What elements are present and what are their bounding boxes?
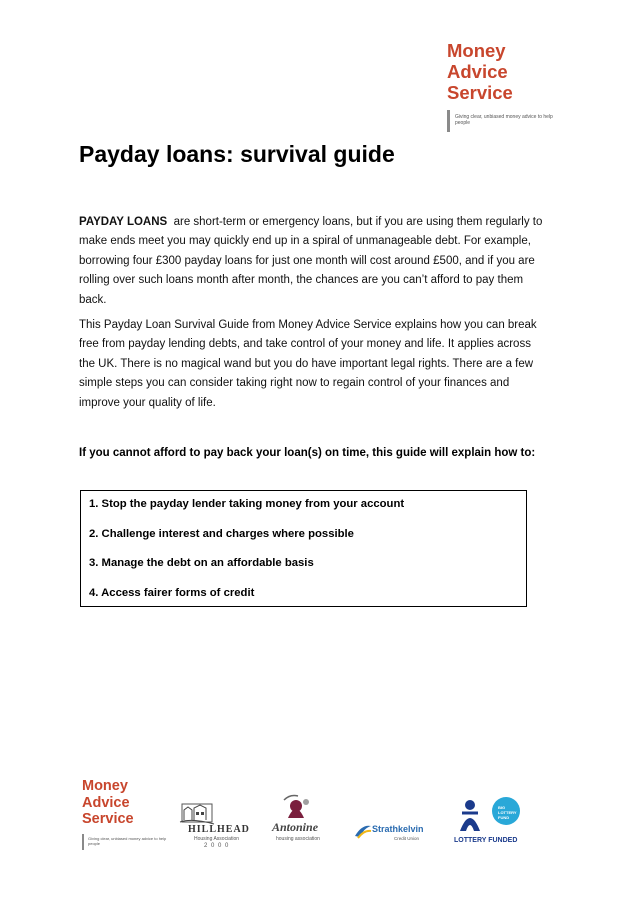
lottery-funded-logo [452, 795, 532, 847]
logo-tagline: Giving clear, unbiased money advice to help people [88, 836, 167, 846]
logo-bar [447, 110, 450, 132]
step-item: 4. Access fairer forms of credit [89, 586, 255, 599]
logo-line: Service [82, 811, 134, 827]
lottery-funded-label: LOTTERY FUNDED [454, 837, 518, 844]
page-title: Payday loans: survival guide [79, 141, 395, 167]
guide-paragraph [79, 316, 569, 413]
footer-mas-logo [82, 778, 172, 850]
paragraph-line: the UK. There is no magical wand but you do have important legal rights. There are a few [79, 357, 534, 370]
logo-tagline: Giving clear, unbiased money advice to help people [455, 114, 553, 126]
big-lottery-fund-label: BIG LOTTERY FUND [498, 805, 517, 820]
hillhead-year: 2 0 0 0 [204, 843, 230, 849]
logo-bar [82, 834, 84, 850]
step-item: 3. Manage the debt on an affordable basis [89, 557, 314, 570]
paragraph-line: back. [79, 293, 107, 306]
lottery-emblem-icon [452, 795, 532, 835]
logo-line: Money [447, 40, 506, 61]
logo-line: Service [447, 82, 513, 103]
hillhead-name: HILLHEAD [188, 824, 250, 835]
step-item: 1. Stop the payday lender taking money from your account [89, 498, 405, 510]
antonine-logo [270, 792, 334, 844]
logo-line: Advice [447, 61, 508, 82]
strathkelvin-swoosh-icon [354, 822, 372, 840]
step-item: 2. Challenge interest and charges where possible [89, 527, 354, 540]
strathkelvin-sub: Credit Union [394, 836, 420, 841]
paragraph-line: borrowing four £300 payday loans for just one month will cost around £500, and if you are [79, 254, 535, 267]
strathkelvin-name: Strathkelvin [372, 824, 424, 834]
antonine-name: Antonine [272, 820, 319, 834]
steps-box [80, 490, 527, 607]
paragraph-line: rolling over such loans month after month, the chances are you can’t afford to pay them [79, 274, 524, 287]
paragraph-line: PAYDAY LOANS are short-term or emergency loans, but if you are using them regularly to [79, 216, 543, 228]
paragraph-line: make ends meet you may quickly end up in a spiral of unmanageable debt. For example, [79, 235, 531, 248]
paragraph-line: simple steps you can consider taking right now to regain control of your finances and [79, 377, 510, 390]
logo-line: Money [82, 778, 128, 794]
paragraph-line: free from payday lending debts, and take control of your money and life. It applies across [79, 338, 531, 351]
intro-paragraph [79, 213, 569, 310]
hillhead-logo [178, 800, 254, 850]
logo-line: Advice [82, 794, 130, 811]
lead-term: PAYDAY LOANS [79, 216, 168, 228]
antonine-sub: housing association [276, 836, 320, 842]
paragraph-line: This Payday Loan Survival Guide from Money Advice Service explains how you can break [79, 319, 537, 331]
hillhead-sub: Housing Association [194, 836, 240, 842]
paragraph-line: improve your quality of life. [79, 396, 216, 409]
strathkelvin-logo [354, 822, 430, 842]
intro-question: If you cannot afford to pay back your loan(s) on time, this guide will explain how to: [79, 447, 536, 459]
money-advice-service-logo [447, 40, 559, 136]
partner-logos [0, 770, 638, 860]
